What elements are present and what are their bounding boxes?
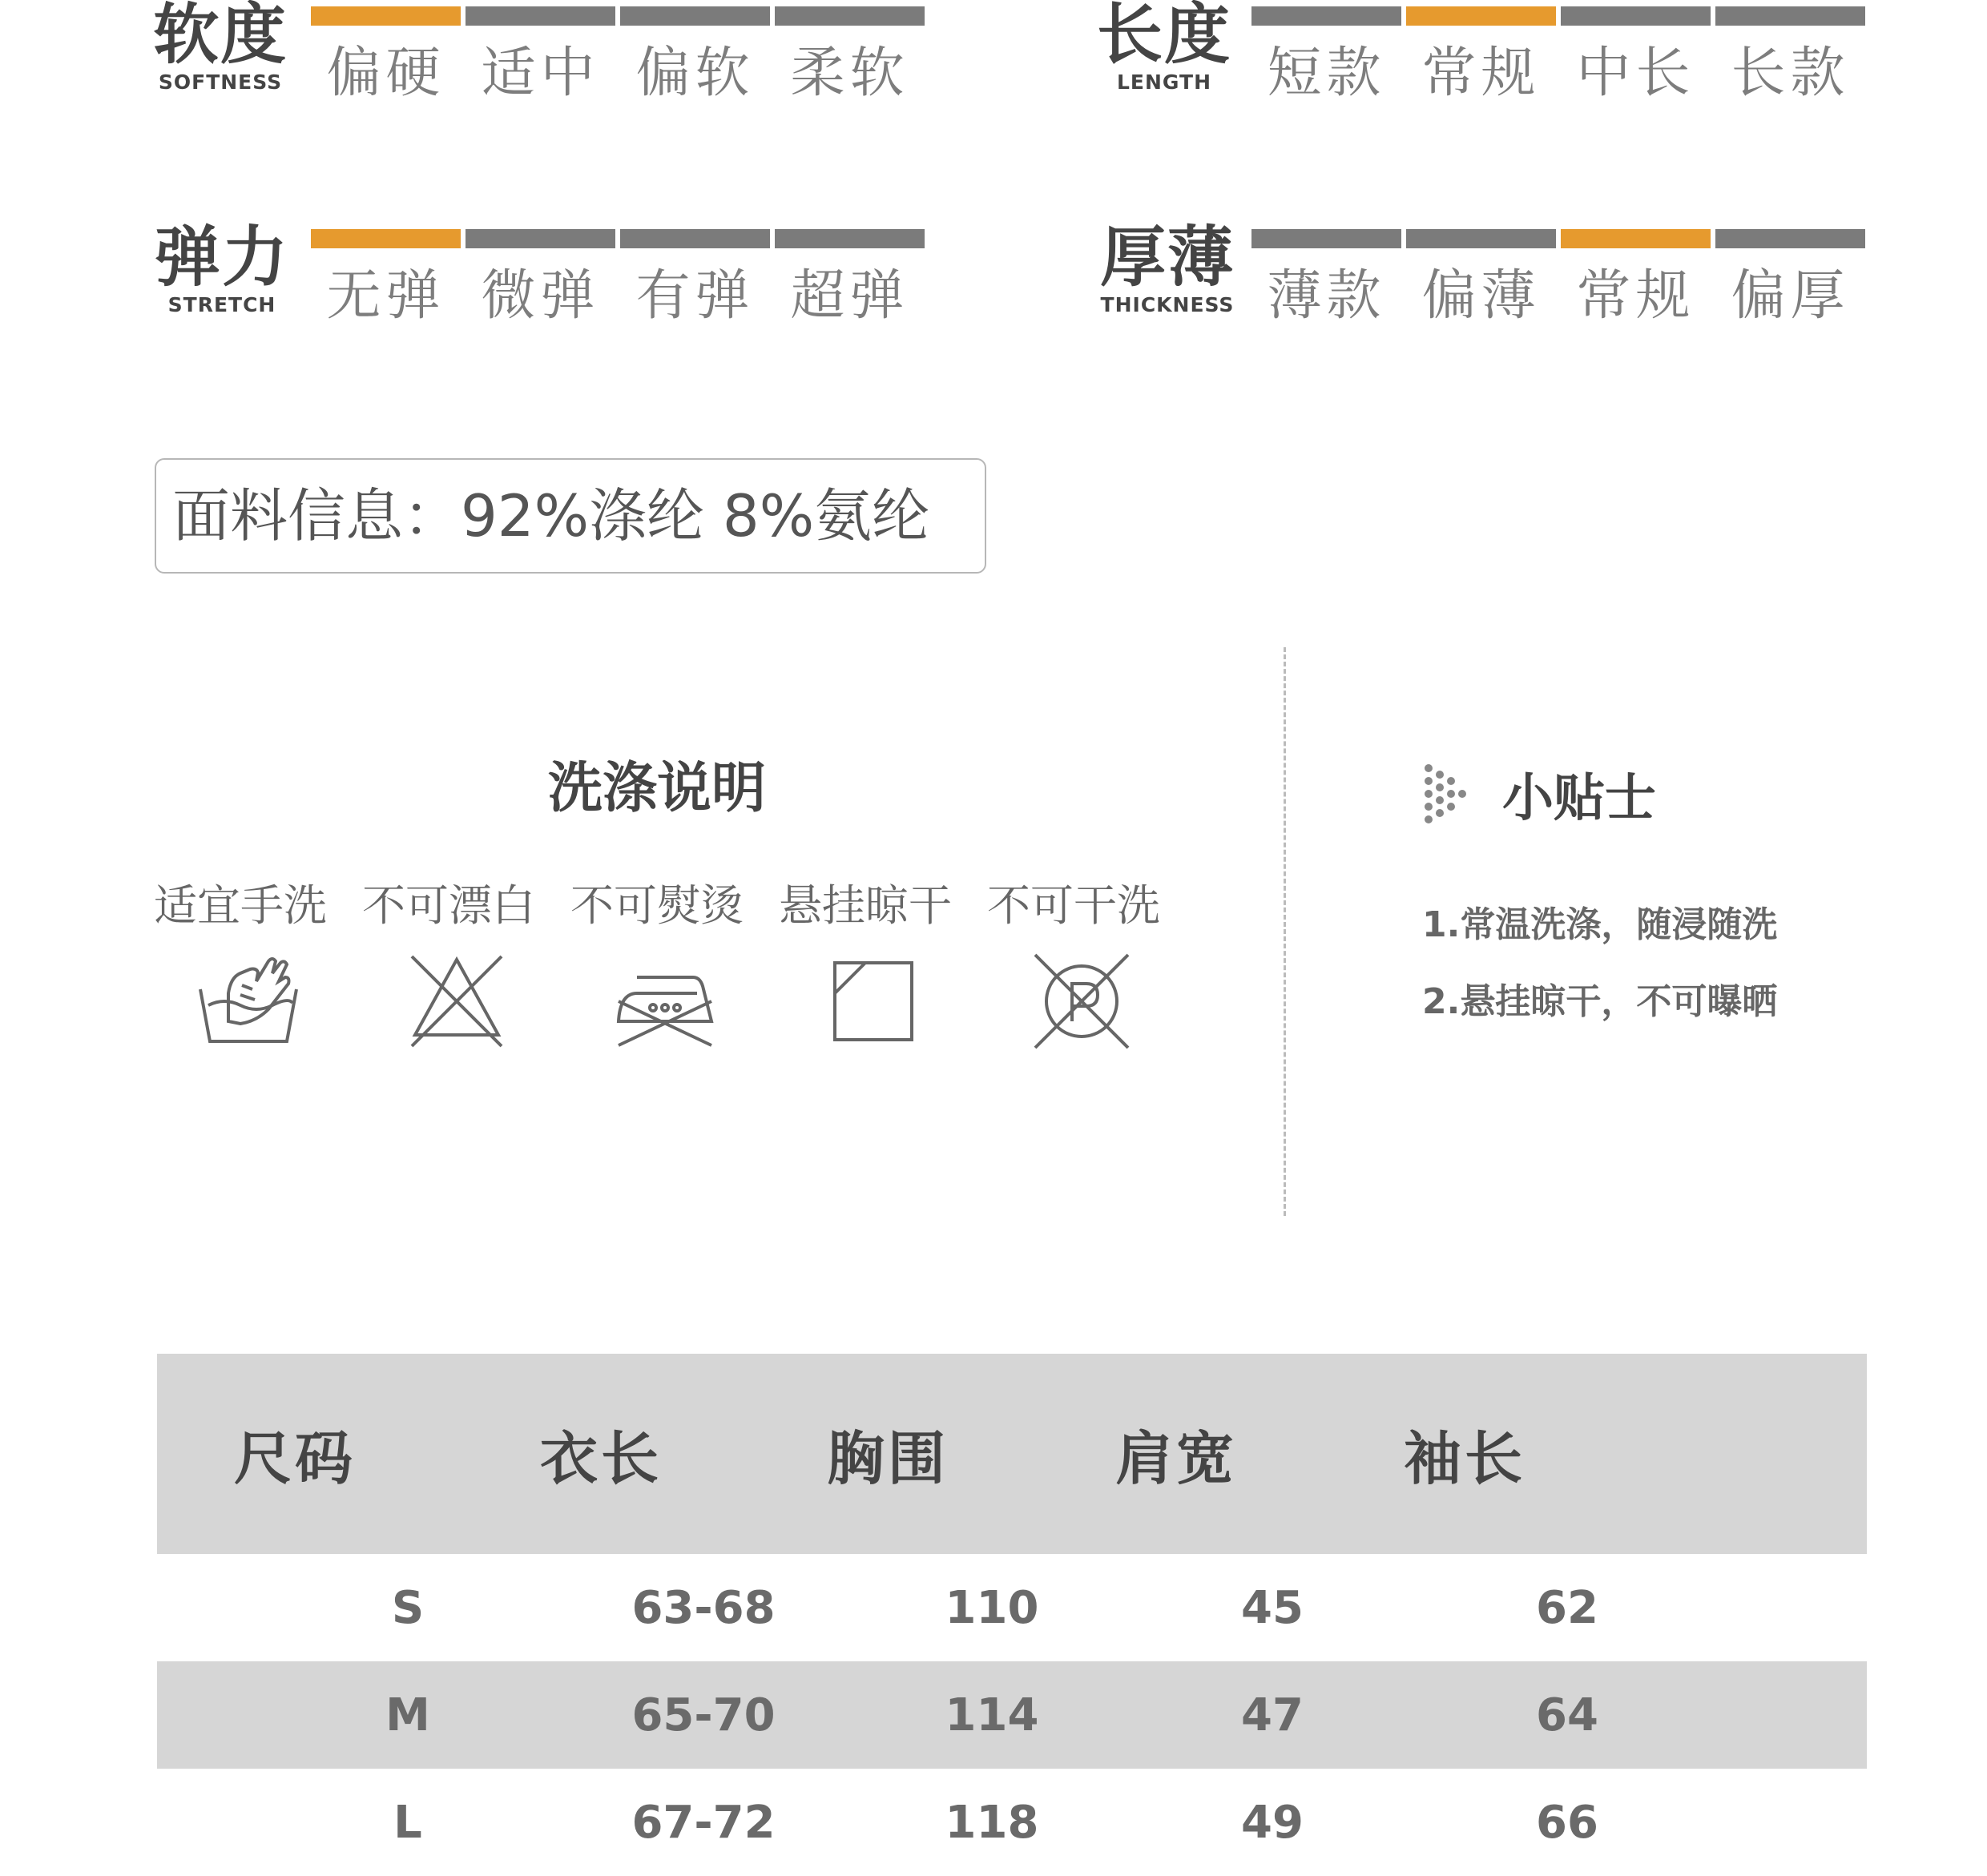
scale-option: 短款	[1267, 42, 1386, 105]
scale-bar	[466, 6, 615, 26]
table-cell: 47	[1241, 1689, 1304, 1741]
scale-option: 有弹	[635, 264, 755, 328]
fabric-info-box	[155, 458, 986, 574]
scale-option: 无弹	[326, 264, 445, 328]
attr-thickness	[1091, 219, 1892, 351]
scale-options	[311, 264, 925, 328]
scale-bar	[1561, 229, 1711, 248]
scale-option: 常规	[1421, 42, 1541, 105]
tip-item: 2.悬挂晾干，不可曝晒	[1422, 981, 1778, 1022]
attr-title	[1091, 219, 1243, 317]
table-cell: 62	[1536, 1581, 1598, 1634]
table-cell: 110	[945, 1581, 1039, 1634]
attr-title-en: LENGTH	[1117, 70, 1211, 94]
table-cell: 118	[945, 1796, 1039, 1849]
table-cell: 63-68	[631, 1581, 776, 1634]
attr-title	[1088, 0, 1240, 95]
scale-bar	[1715, 229, 1865, 248]
table-cell: L	[393, 1796, 422, 1849]
no-bleach-icon	[401, 945, 609, 1073]
attr-title-cn: 厚薄	[1099, 219, 1235, 296]
size-table-header	[157, 1354, 1867, 1554]
table-cell: 114	[945, 1689, 1039, 1741]
table-row	[157, 1554, 1867, 1661]
scale-bar	[1251, 6, 1401, 26]
attr-title	[146, 219, 298, 317]
section-divider	[1284, 647, 1286, 1216]
scale-options	[311, 42, 925, 106]
tips-title: 小贴士	[1502, 769, 1656, 828]
scale-bar	[775, 229, 925, 248]
washing-label: 悬挂晾干	[779, 880, 952, 931]
scale-option: 偏软	[635, 42, 755, 105]
scale-option: 偏硬	[326, 42, 445, 105]
tips-header	[1422, 757, 1656, 831]
scale-bar	[1715, 6, 1865, 26]
scale-option: 长款	[1731, 42, 1850, 105]
no-dry-clean-icon	[1026, 945, 1234, 1073]
header-cell: 尺码	[233, 1425, 356, 1492]
attr-stretch	[146, 219, 947, 351]
attr-title-cn: 长度	[1096, 0, 1231, 73]
attr-softness	[144, 0, 945, 128]
attr-length	[1088, 0, 1889, 128]
header-cell: 肩宽	[1114, 1425, 1237, 1492]
scale-bar	[620, 229, 770, 248]
table-cell: S	[391, 1581, 425, 1634]
table-cell: 66	[1536, 1796, 1598, 1849]
attr-title-en: THICKNESS	[1100, 293, 1235, 316]
attr-title	[144, 0, 296, 95]
attr-title-cn: 弹力	[154, 219, 289, 296]
washing-label: 适宜手洗	[154, 880, 327, 931]
scale-bars	[1251, 6, 1865, 26]
table-cell: 65-70	[631, 1689, 776, 1741]
attr-title-en: STRETCH	[167, 293, 276, 316]
scale-option: 薄款	[1267, 264, 1386, 328]
washing-icons	[192, 945, 1234, 1073]
scale-bar	[620, 6, 770, 26]
hand-wash-icon	[192, 945, 401, 1073]
scale-option: 偏薄	[1421, 264, 1541, 328]
washing-label: 不可干洗	[987, 880, 1160, 931]
fabric-info-text: 面料信息：92%涤纶 8%氨纶	[172, 482, 930, 550]
tip-item: 1.常温洗涤，随浸随洗	[1422, 904, 1778, 945]
scale-bar	[1406, 6, 1556, 26]
scale-bar	[1561, 6, 1711, 26]
scale-bar	[311, 6, 461, 26]
scale-bar	[1406, 229, 1556, 248]
scale-options	[1251, 42, 1865, 106]
table-cell: 45	[1241, 1581, 1304, 1634]
washing-label: 不可熨烫	[570, 880, 744, 931]
no-iron-icon	[609, 945, 817, 1073]
washing-labels	[154, 872, 1195, 933]
scale-bar	[466, 229, 615, 248]
table-row	[157, 1661, 1867, 1769]
scale-option: 常规	[1576, 264, 1695, 328]
scale-option: 超弹	[790, 264, 909, 328]
play-arrow-icon	[1422, 762, 1470, 826]
scale-options	[1251, 264, 1865, 328]
table-cell: 67-72	[631, 1796, 776, 1849]
table-cell: M	[385, 1689, 430, 1741]
scale-option: 偏厚	[1731, 264, 1850, 328]
table-cell: 49	[1241, 1796, 1304, 1849]
table-cell: 64	[1536, 1689, 1598, 1741]
hang-dry-icon	[817, 945, 1026, 1073]
size-table	[157, 1354, 1867, 1876]
header-cell: 胸围	[826, 1425, 949, 1492]
scale-bars	[311, 6, 925, 26]
scale-option: 中长	[1576, 42, 1695, 105]
scale-option: 微弹	[481, 264, 600, 328]
washing-label: 不可漂白	[362, 880, 535, 931]
scale-option: 适中	[481, 42, 600, 105]
header-cell: 衣长	[539, 1425, 662, 1492]
table-row	[157, 1769, 1867, 1876]
attr-title-en: SOFTNESS	[158, 70, 283, 94]
washing-title: 洗涤说明	[547, 757, 766, 820]
scale-bars	[311, 229, 925, 248]
attr-title-cn: 软度	[152, 0, 288, 73]
header-cell: 袖长	[1403, 1425, 1526, 1492]
scale-bar	[1251, 229, 1401, 248]
scale-bars	[1251, 229, 1865, 248]
scale-option: 柔软	[790, 42, 909, 105]
scale-bar	[311, 229, 461, 248]
scale-bar	[775, 6, 925, 26]
